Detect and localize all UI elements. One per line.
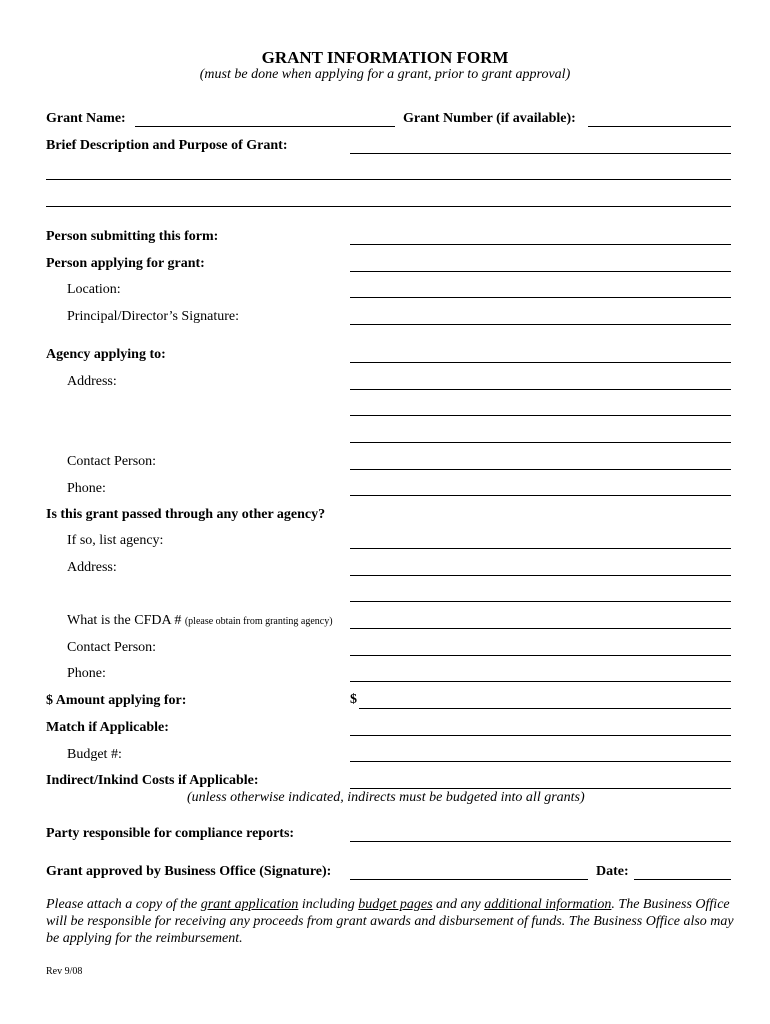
date-label: Date: xyxy=(596,864,629,879)
footer-text-2: including xyxy=(298,897,359,912)
footer-text-4: . The Business Office will be responsible for receiving any proceeds from grant awards and disbursement of funds. The Business Office also may be applying for the reimbursement. xyxy=(46,897,734,946)
principal-signature-field[interactable] xyxy=(350,324,731,325)
footer-text-3: and any xyxy=(432,897,485,912)
party-responsible-field[interactable] xyxy=(350,841,731,842)
brief-description-field-1[interactable] xyxy=(350,153,731,154)
match-label: Match if Applicable: xyxy=(46,720,169,735)
contact-person2-label: Contact Person: xyxy=(67,640,157,655)
person-submitting-label: Person submitting this form: xyxy=(46,229,219,244)
address-field-2[interactable] xyxy=(350,415,731,416)
phone2-label: Phone: xyxy=(67,666,106,681)
brief-description-field-2[interactable] xyxy=(46,179,731,180)
additional-information-text: additional information xyxy=(484,897,612,912)
address2-field-2[interactable] xyxy=(350,601,731,602)
date-field[interactable] xyxy=(634,879,731,880)
indirect-note: (unless otherwise indicated, indirects must be budgeted into all grants) xyxy=(187,790,585,805)
budget-pages-text: budget pages xyxy=(358,897,433,912)
if-so-list-label: If so, list agency: xyxy=(67,533,164,548)
amount-applying-label: $ Amount applying for: xyxy=(46,693,187,708)
form-subtitle: (must be done when applying for a grant, prior to grant approval) xyxy=(199,67,571,82)
indirect-field[interactable] xyxy=(350,788,731,789)
approval-signature-field[interactable] xyxy=(350,879,588,880)
cfda-note: (please obtain from granting agency) xyxy=(184,616,333,627)
brief-description-label: Brief Description and Purpose of Grant: xyxy=(46,138,288,153)
phone-field[interactable] xyxy=(350,495,731,496)
agency-applying-label: Agency applying to: xyxy=(46,347,166,362)
budget-field[interactable] xyxy=(350,761,731,762)
address-field-3[interactable] xyxy=(350,442,731,443)
cfda-text: What is the CFDA # xyxy=(67,613,182,628)
contact-person-field[interactable] xyxy=(350,469,731,470)
person-applying-label: Person applying for grant: xyxy=(46,256,205,271)
form-title: GRANT INFORMATION FORM xyxy=(261,48,509,67)
agency-applying-field[interactable] xyxy=(350,362,731,363)
indirect-label: Indirect/Inkind Costs if Applicable: xyxy=(46,773,259,788)
grant-number-field[interactable] xyxy=(588,126,731,127)
principal-signature-label: Principal/Director’s Signature: xyxy=(67,309,239,324)
contact-person-label: Contact Person: xyxy=(67,454,157,469)
location-label: Location: xyxy=(67,282,121,297)
footer-text-1: Please attach a copy of the xyxy=(46,897,201,912)
address2-label: Address: xyxy=(67,560,117,575)
person-submitting-field[interactable] xyxy=(350,244,731,245)
budget-label: Budget #: xyxy=(67,747,122,762)
grant-number-label: Grant Number (if available): xyxy=(403,111,576,126)
brief-description-field-3[interactable] xyxy=(46,206,731,207)
party-responsible-label: Party responsible for compliance reports: xyxy=(46,826,295,841)
amount-field[interactable] xyxy=(359,708,731,709)
grant-name-label: Grant Name: xyxy=(46,111,126,126)
phone2-field[interactable] xyxy=(350,681,731,682)
contact-person2-field[interactable] xyxy=(350,655,731,656)
grant-application-text: grant application xyxy=(200,897,299,912)
person-applying-field[interactable] xyxy=(350,271,731,272)
passed-through-label: Is this grant passed through any other agency? xyxy=(46,507,326,522)
cfda-label xyxy=(67,613,333,630)
revision-label: Rev 9/08 xyxy=(46,966,83,977)
cfda-field[interactable] xyxy=(350,628,731,629)
phone-label: Phone: xyxy=(67,481,106,496)
approved-by-label: Grant approved by Business Office (Signature): xyxy=(46,864,332,879)
address-label: Address: xyxy=(67,374,117,389)
grant-name-field[interactable] xyxy=(135,126,395,127)
address-field-1[interactable] xyxy=(350,389,731,390)
pass-through-agency-field[interactable] xyxy=(350,548,731,549)
address2-field-1[interactable] xyxy=(350,575,731,576)
dollar-sign: $ xyxy=(350,692,357,707)
match-field[interactable] xyxy=(350,735,731,736)
attachment-instructions xyxy=(46,896,736,947)
location-field[interactable] xyxy=(350,297,731,298)
